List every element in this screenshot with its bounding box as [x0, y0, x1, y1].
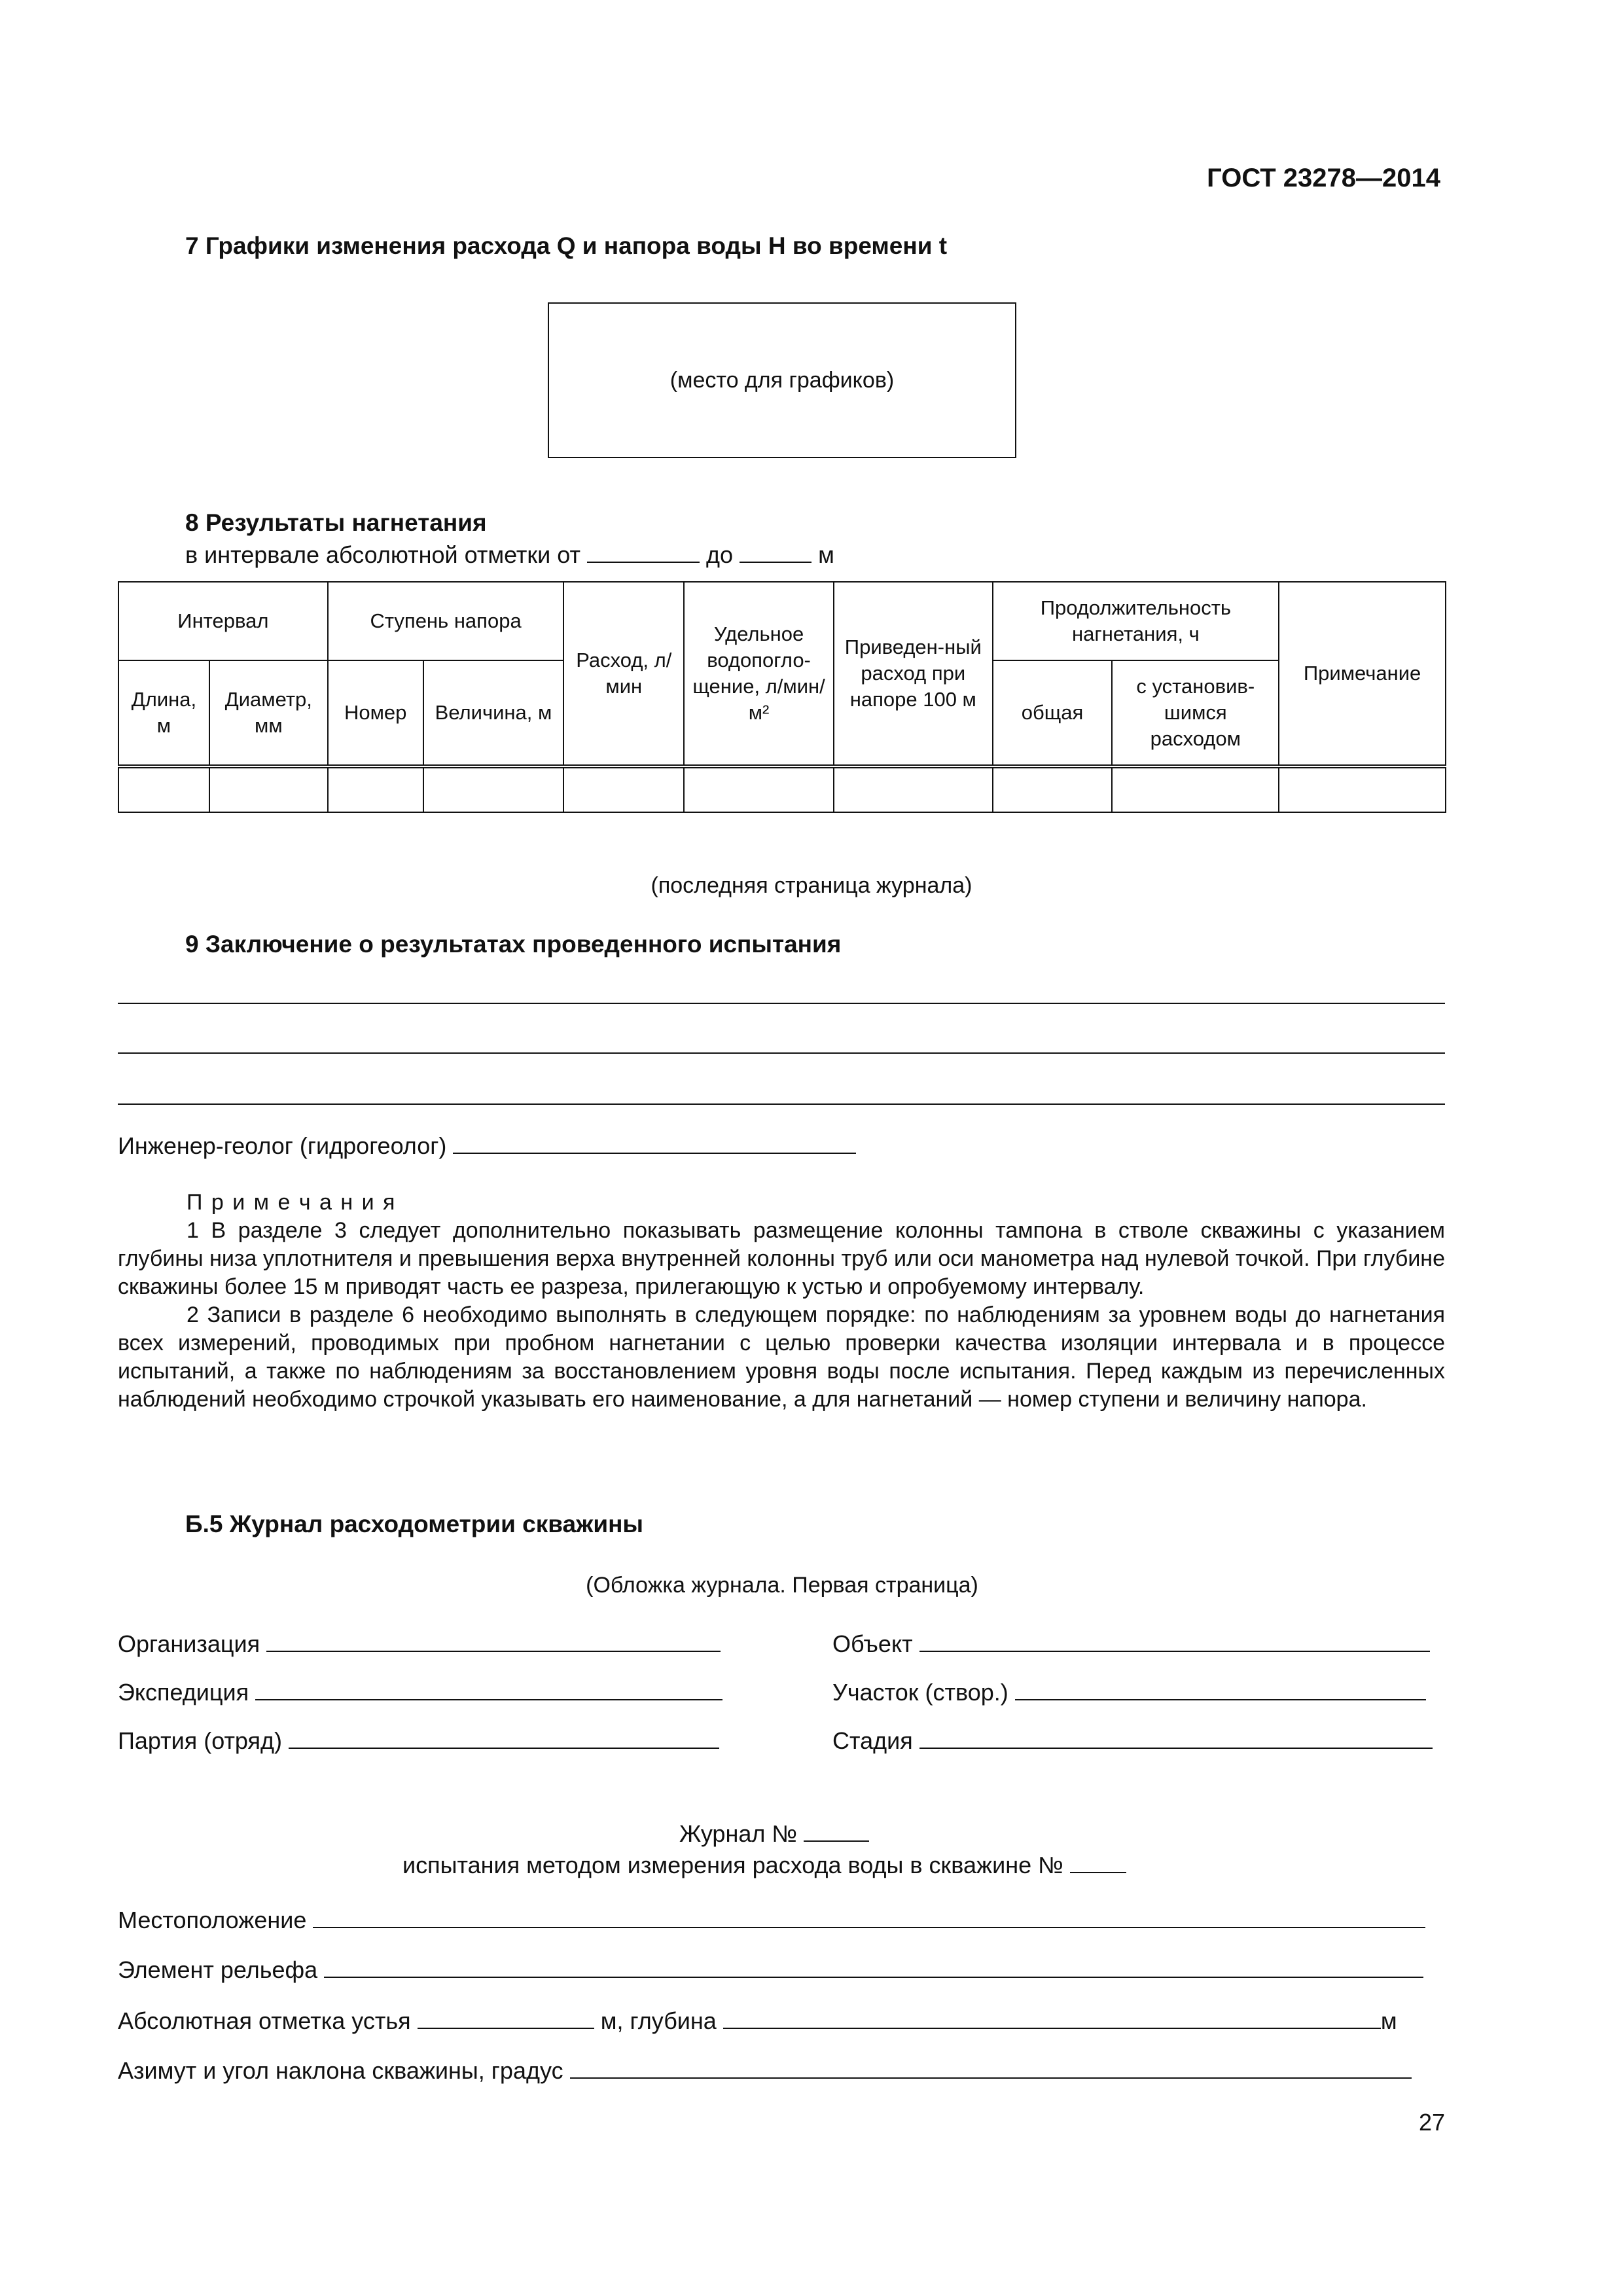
interval-line	[185, 539, 834, 569]
depth-label: м, глубина	[600, 2007, 717, 2034]
abs-mark-label: Абсолютная отметка устья	[118, 2007, 411, 2034]
page-number: 27	[1418, 2109, 1445, 2136]
site-field	[832, 1677, 1426, 1706]
organization-field	[118, 1628, 721, 1658]
header-diameter: Диаметр, мм	[209, 660, 328, 766]
section8-title: 8 Результаты нагнетания	[185, 509, 487, 536]
header-note: Примечание	[1279, 582, 1446, 766]
graph-placeholder-text: (место для графиков)	[669, 367, 895, 393]
notes-heading: П р и м е ч а н и я	[187, 1190, 397, 1215]
header-stage: Ступень напора	[328, 582, 564, 660]
conclusion-line-1[interactable]	[118, 1003, 1445, 1004]
graph-placeholder-box	[548, 302, 1016, 458]
expedition-label: Экспедиция	[118, 1679, 249, 1706]
party-field	[118, 1725, 719, 1755]
abs-mark-field	[118, 2005, 1397, 2035]
engineer-signature-field	[118, 1130, 856, 1160]
interval-unit: м	[818, 541, 834, 568]
header-total: общая	[993, 660, 1113, 766]
depth-unit: м	[1380, 2007, 1397, 2034]
conclusion-line-2[interactable]	[118, 1052, 1445, 1054]
conclusion-line-3[interactable]	[118, 1103, 1445, 1105]
azimuth-field	[118, 2055, 1412, 2085]
note-2: 2 Записи в разделе 6 необходимо выполнять в следующем порядке: по наблюдениям за уровнем воды до нагнетания всех измерений, проводимых при пробном нагнетании с целью проверки качества изоляции интервала и в процессе испытаний, а также по наблюдениям за восстановлением уровня воды после испытания. Перед каждым из перечисленных наблюдений необходимо строчкой указывать его наименование, а для нагнетаний — номер ступени и величину напора.	[118, 1302, 1445, 1412]
injection-results-table	[118, 581, 1446, 813]
relief-label: Элемент рельефа	[118, 1956, 318, 1983]
table-cell[interactable]	[1279, 766, 1446, 812]
object-field	[832, 1628, 1430, 1658]
party-label: Партия (отряд)	[118, 1727, 283, 1754]
location-blank[interactable]	[313, 1905, 1425, 1928]
site-blank[interactable]	[1015, 1677, 1426, 1700]
expedition-blank[interactable]	[255, 1677, 722, 1700]
cover-note: (Обложка журнала. Первая страница)	[586, 1573, 978, 1598]
location-label: Местоположение	[118, 1907, 307, 1933]
table-cell[interactable]	[563, 766, 684, 812]
header-reduced-flow: Приведен-ный расход при напоре 100 м	[834, 582, 993, 766]
interval-prefix: в интервале абсолютной отметки от	[185, 541, 580, 568]
location-field	[118, 1905, 1425, 1934]
azimuth-blank[interactable]	[570, 2055, 1412, 2079]
interval-from-blank[interactable]	[587, 539, 700, 563]
table-cell[interactable]	[1112, 766, 1279, 812]
object-blank[interactable]	[919, 1628, 1430, 1652]
stage-field	[832, 1725, 1433, 1755]
header-number: Номер	[328, 660, 423, 766]
document-code: ГОСТ 23278—2014	[1207, 164, 1440, 192]
note-1: 1 В разделе 3 следует дополнительно показывать размещение колонны тампона в стволе скважины с указанием глубины низа уплотнителя и превышения верха внутренней колонны труб или оси манометра над нулевой точкой. При глубине скважины более 15 м приводят часть ее разреза, прилегающую к устью и опробуемому интервалу.	[118, 1218, 1445, 1299]
organization-blank[interactable]	[266, 1628, 721, 1652]
journal-description-field	[402, 1850, 1126, 1879]
azimuth-label: Азимут и угол наклона скважины, градус	[118, 2057, 563, 2084]
relief-field	[118, 1954, 1423, 1984]
site-label: Участок (створ.)	[832, 1679, 1008, 1706]
journal-number-blank[interactable]	[804, 1818, 869, 1842]
header-interval: Интервал	[118, 582, 328, 660]
table-cell[interactable]	[993, 766, 1113, 812]
header-specific-absorption: Удельное водопогло-щение, л/мин/м²	[684, 582, 834, 766]
notes-block	[118, 1189, 1445, 1414]
header-duration: Продолжительность нагнетания, ч	[993, 582, 1279, 660]
journal-number-label: Журнал №	[679, 1820, 797, 1847]
table-cell[interactable]	[209, 766, 328, 812]
table-cell[interactable]	[118, 766, 209, 812]
table-cell[interactable]	[684, 766, 834, 812]
object-label: Объект	[832, 1630, 913, 1657]
depth-blank[interactable]	[723, 2005, 1381, 2029]
header-length: Длина, м	[118, 660, 209, 766]
header-flow: Расход, л/мин	[563, 582, 684, 766]
journal-description: испытания методом измерения расхода воды в скважине №	[402, 1852, 1063, 1878]
last-page-note: (последняя страница журнала)	[651, 873, 972, 898]
interval-to-label: до	[706, 541, 734, 568]
stage-label: Стадия	[832, 1727, 913, 1754]
expedition-field	[118, 1677, 722, 1706]
section7-title: 7 Графики изменения расхода Q и напора воды H во времени t	[185, 232, 948, 259]
section9-title: 9 Заключение о результатах проведенного испытания	[185, 931, 842, 958]
relief-blank[interactable]	[324, 1954, 1423, 1978]
organization-label: Организация	[118, 1630, 260, 1657]
table-cell[interactable]	[328, 766, 423, 812]
journal-number-field	[679, 1818, 869, 1848]
well-number-blank[interactable]	[1070, 1850, 1126, 1873]
header-steady: с установив-шимся расходом	[1112, 660, 1279, 766]
header-value: Величина, м	[423, 660, 564, 766]
b5-title: Б.5 Журнал расходометрии скважины	[185, 1511, 644, 1537]
stage-blank[interactable]	[919, 1725, 1433, 1749]
party-blank[interactable]	[289, 1725, 719, 1749]
table-cell[interactable]	[834, 766, 993, 812]
abs-mark-blank[interactable]	[418, 2005, 594, 2029]
engineer-label: Инженер-геолог (гидрогеолог)	[118, 1132, 447, 1159]
interval-to-blank[interactable]	[740, 539, 812, 563]
engineer-signature-blank[interactable]	[453, 1130, 856, 1154]
table-cell[interactable]	[423, 766, 564, 812]
